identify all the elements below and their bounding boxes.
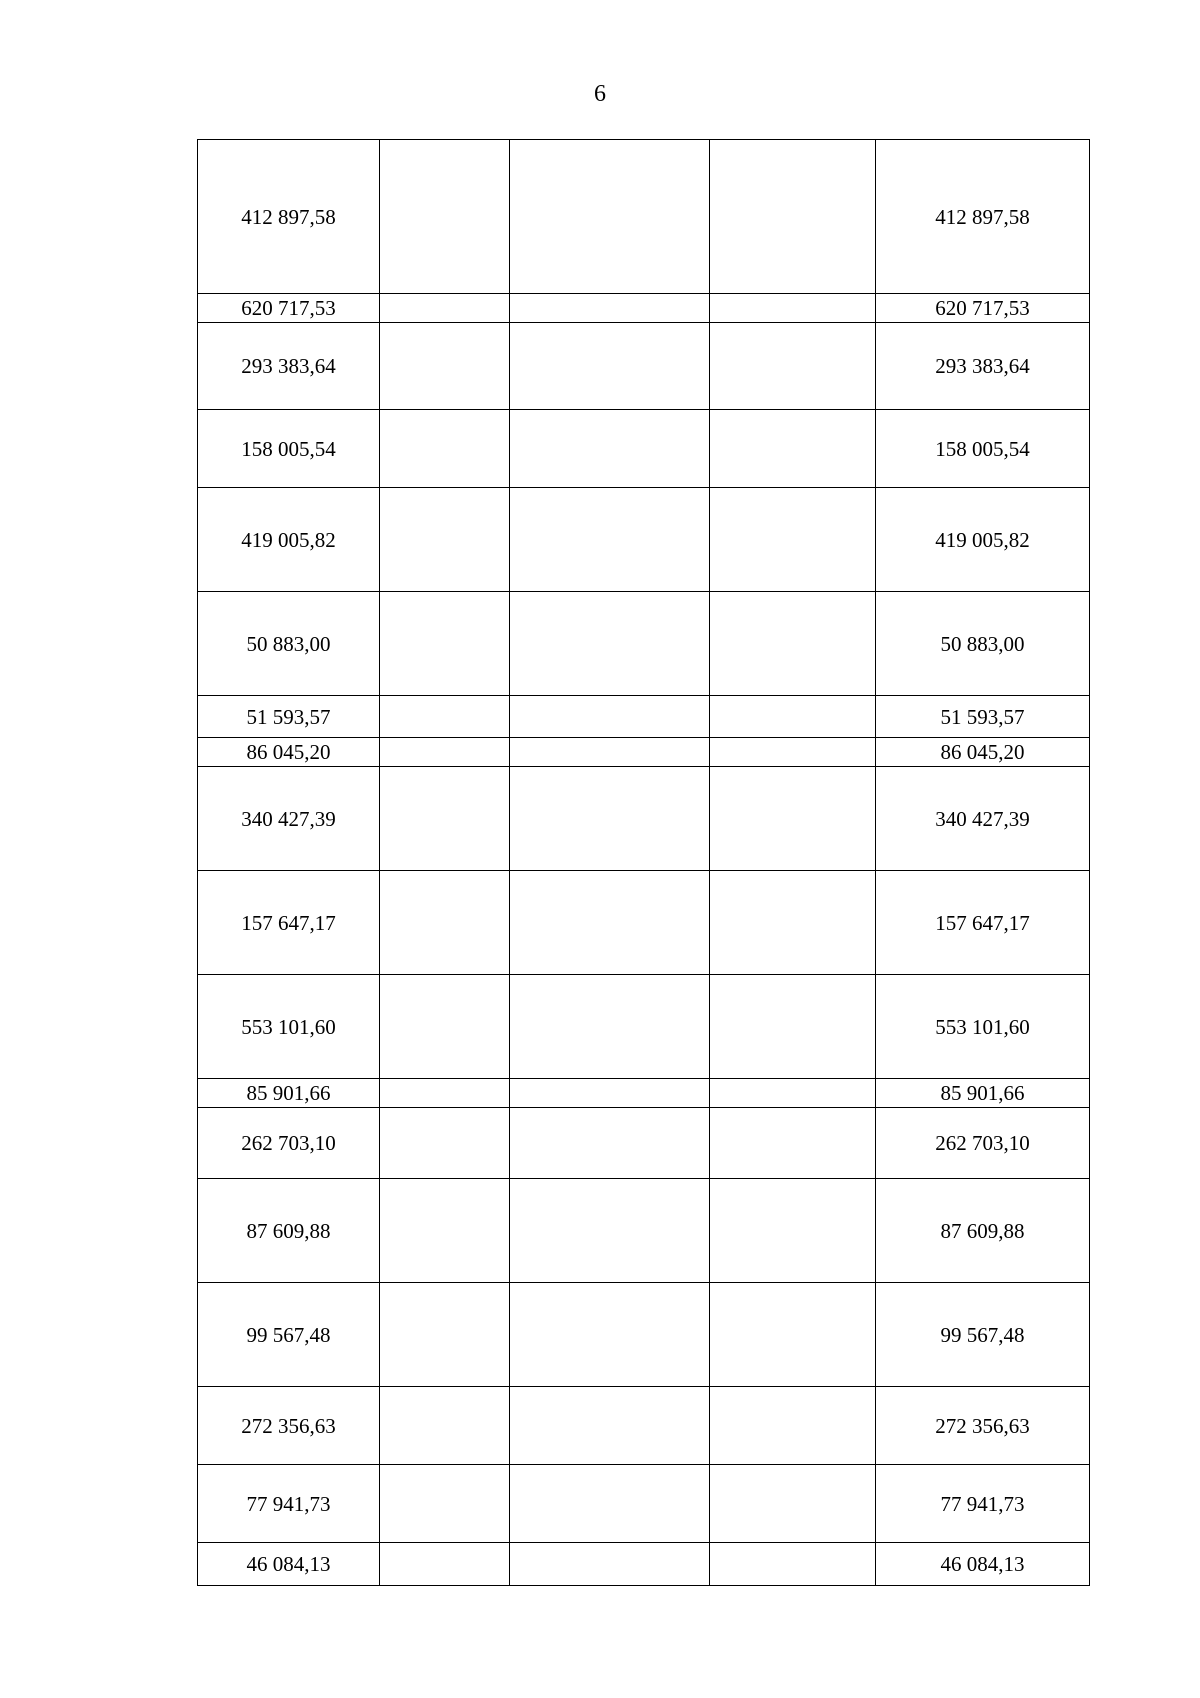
table-cell xyxy=(380,975,510,1079)
table-cell xyxy=(710,488,876,592)
table-cell: 157 647,17 xyxy=(198,871,380,975)
table-cell xyxy=(710,1283,876,1387)
table-cell xyxy=(380,1108,510,1179)
table-cell xyxy=(710,1387,876,1465)
table-cell xyxy=(710,975,876,1079)
table-cell xyxy=(510,488,710,592)
table-cell xyxy=(510,410,710,488)
table-cell xyxy=(710,1108,876,1179)
table-cell xyxy=(510,140,710,294)
table-cell: 419 005,82 xyxy=(198,488,380,592)
table-row xyxy=(198,1465,1090,1543)
table-cell: 412 897,58 xyxy=(198,140,380,294)
table-cell: 419 005,82 xyxy=(876,488,1090,592)
table-cell xyxy=(710,294,876,323)
table-cell: 272 356,63 xyxy=(198,1387,380,1465)
table-cell xyxy=(510,738,710,767)
table-cell: 87 609,88 xyxy=(876,1179,1090,1283)
table-cell: 99 567,48 xyxy=(198,1283,380,1387)
table-cell xyxy=(710,1465,876,1543)
table-cell: 158 005,54 xyxy=(198,410,380,488)
table-cell xyxy=(380,1079,510,1108)
table-cell xyxy=(380,1465,510,1543)
table-row xyxy=(198,1179,1090,1283)
table-cell xyxy=(380,1179,510,1283)
table-cell: 293 383,64 xyxy=(198,323,380,410)
table-cell: 157 647,17 xyxy=(876,871,1090,975)
table-row xyxy=(198,696,1090,738)
table-row xyxy=(198,1543,1090,1586)
table-cell: 46 084,13 xyxy=(876,1543,1090,1586)
table-cell xyxy=(710,738,876,767)
table-cell xyxy=(380,488,510,592)
table-cell xyxy=(510,975,710,1079)
table-row xyxy=(198,738,1090,767)
table-cell xyxy=(380,294,510,323)
table-cell xyxy=(510,1543,710,1586)
table-cell xyxy=(380,767,510,871)
table-cell: 553 101,60 xyxy=(198,975,380,1079)
table-cell: 158 005,54 xyxy=(876,410,1090,488)
table-cell xyxy=(510,1387,710,1465)
table-cell: 412 897,58 xyxy=(876,140,1090,294)
table-cell xyxy=(710,1179,876,1283)
table-cell xyxy=(380,592,510,696)
table-row xyxy=(198,323,1090,410)
table-cell: 85 901,66 xyxy=(198,1079,380,1108)
table-cell: 86 045,20 xyxy=(198,738,380,767)
table-cell xyxy=(380,1543,510,1586)
data-table xyxy=(197,139,1090,1586)
table-cell xyxy=(510,696,710,738)
table-cell xyxy=(380,738,510,767)
table-row xyxy=(198,1079,1090,1108)
table-cell xyxy=(510,1108,710,1179)
table-cell: 50 883,00 xyxy=(198,592,380,696)
table-cell xyxy=(510,767,710,871)
table-cell xyxy=(710,323,876,410)
table-cell xyxy=(380,696,510,738)
table-cell xyxy=(710,871,876,975)
table-cell: 87 609,88 xyxy=(198,1179,380,1283)
table-row xyxy=(198,1283,1090,1387)
table-cell xyxy=(510,323,710,410)
table-row xyxy=(198,592,1090,696)
table-cell: 272 356,63 xyxy=(876,1387,1090,1465)
page-number: 6 xyxy=(594,81,606,107)
table-cell: 46 084,13 xyxy=(198,1543,380,1586)
table-cell xyxy=(510,294,710,323)
table-cell: 262 703,10 xyxy=(198,1108,380,1179)
table-cell: 620 717,53 xyxy=(198,294,380,323)
table-cell: 51 593,57 xyxy=(198,696,380,738)
table-row xyxy=(198,1108,1090,1179)
table-row xyxy=(198,294,1090,323)
table-cell: 340 427,39 xyxy=(198,767,380,871)
table-cell xyxy=(380,871,510,975)
table-cell: 86 045,20 xyxy=(876,738,1090,767)
table-cell xyxy=(710,140,876,294)
table-cell xyxy=(380,410,510,488)
table-cell xyxy=(510,1465,710,1543)
table-cell xyxy=(710,1543,876,1586)
table-row xyxy=(198,1387,1090,1465)
table-cell xyxy=(510,871,710,975)
table-cell xyxy=(380,1387,510,1465)
table-cell xyxy=(380,1283,510,1387)
table-cell: 340 427,39 xyxy=(876,767,1090,871)
table-cell xyxy=(510,1283,710,1387)
table-cell: 262 703,10 xyxy=(876,1108,1090,1179)
table-cell xyxy=(380,140,510,294)
table-cell xyxy=(710,767,876,871)
table-row xyxy=(198,140,1090,294)
table-cell: 553 101,60 xyxy=(876,975,1090,1079)
table-cell xyxy=(510,592,710,696)
table-cell: 77 941,73 xyxy=(198,1465,380,1543)
table-cell: 293 383,64 xyxy=(876,323,1090,410)
table-cell: 77 941,73 xyxy=(876,1465,1090,1543)
table-row xyxy=(198,488,1090,592)
table-cell xyxy=(710,410,876,488)
table-cell: 51 593,57 xyxy=(876,696,1090,738)
table-cell xyxy=(710,1079,876,1108)
table-cell xyxy=(380,323,510,410)
table-cell: 85 901,66 xyxy=(876,1079,1090,1108)
table-cell: 99 567,48 xyxy=(876,1283,1090,1387)
table-row xyxy=(198,410,1090,488)
table-row xyxy=(198,871,1090,975)
table-cell: 50 883,00 xyxy=(876,592,1090,696)
table-row xyxy=(198,975,1090,1079)
table-cell xyxy=(710,592,876,696)
table-row xyxy=(198,767,1090,871)
table-cell xyxy=(510,1179,710,1283)
table-cell xyxy=(510,1079,710,1108)
table-cell: 620 717,53 xyxy=(876,294,1090,323)
table-cell xyxy=(710,696,876,738)
